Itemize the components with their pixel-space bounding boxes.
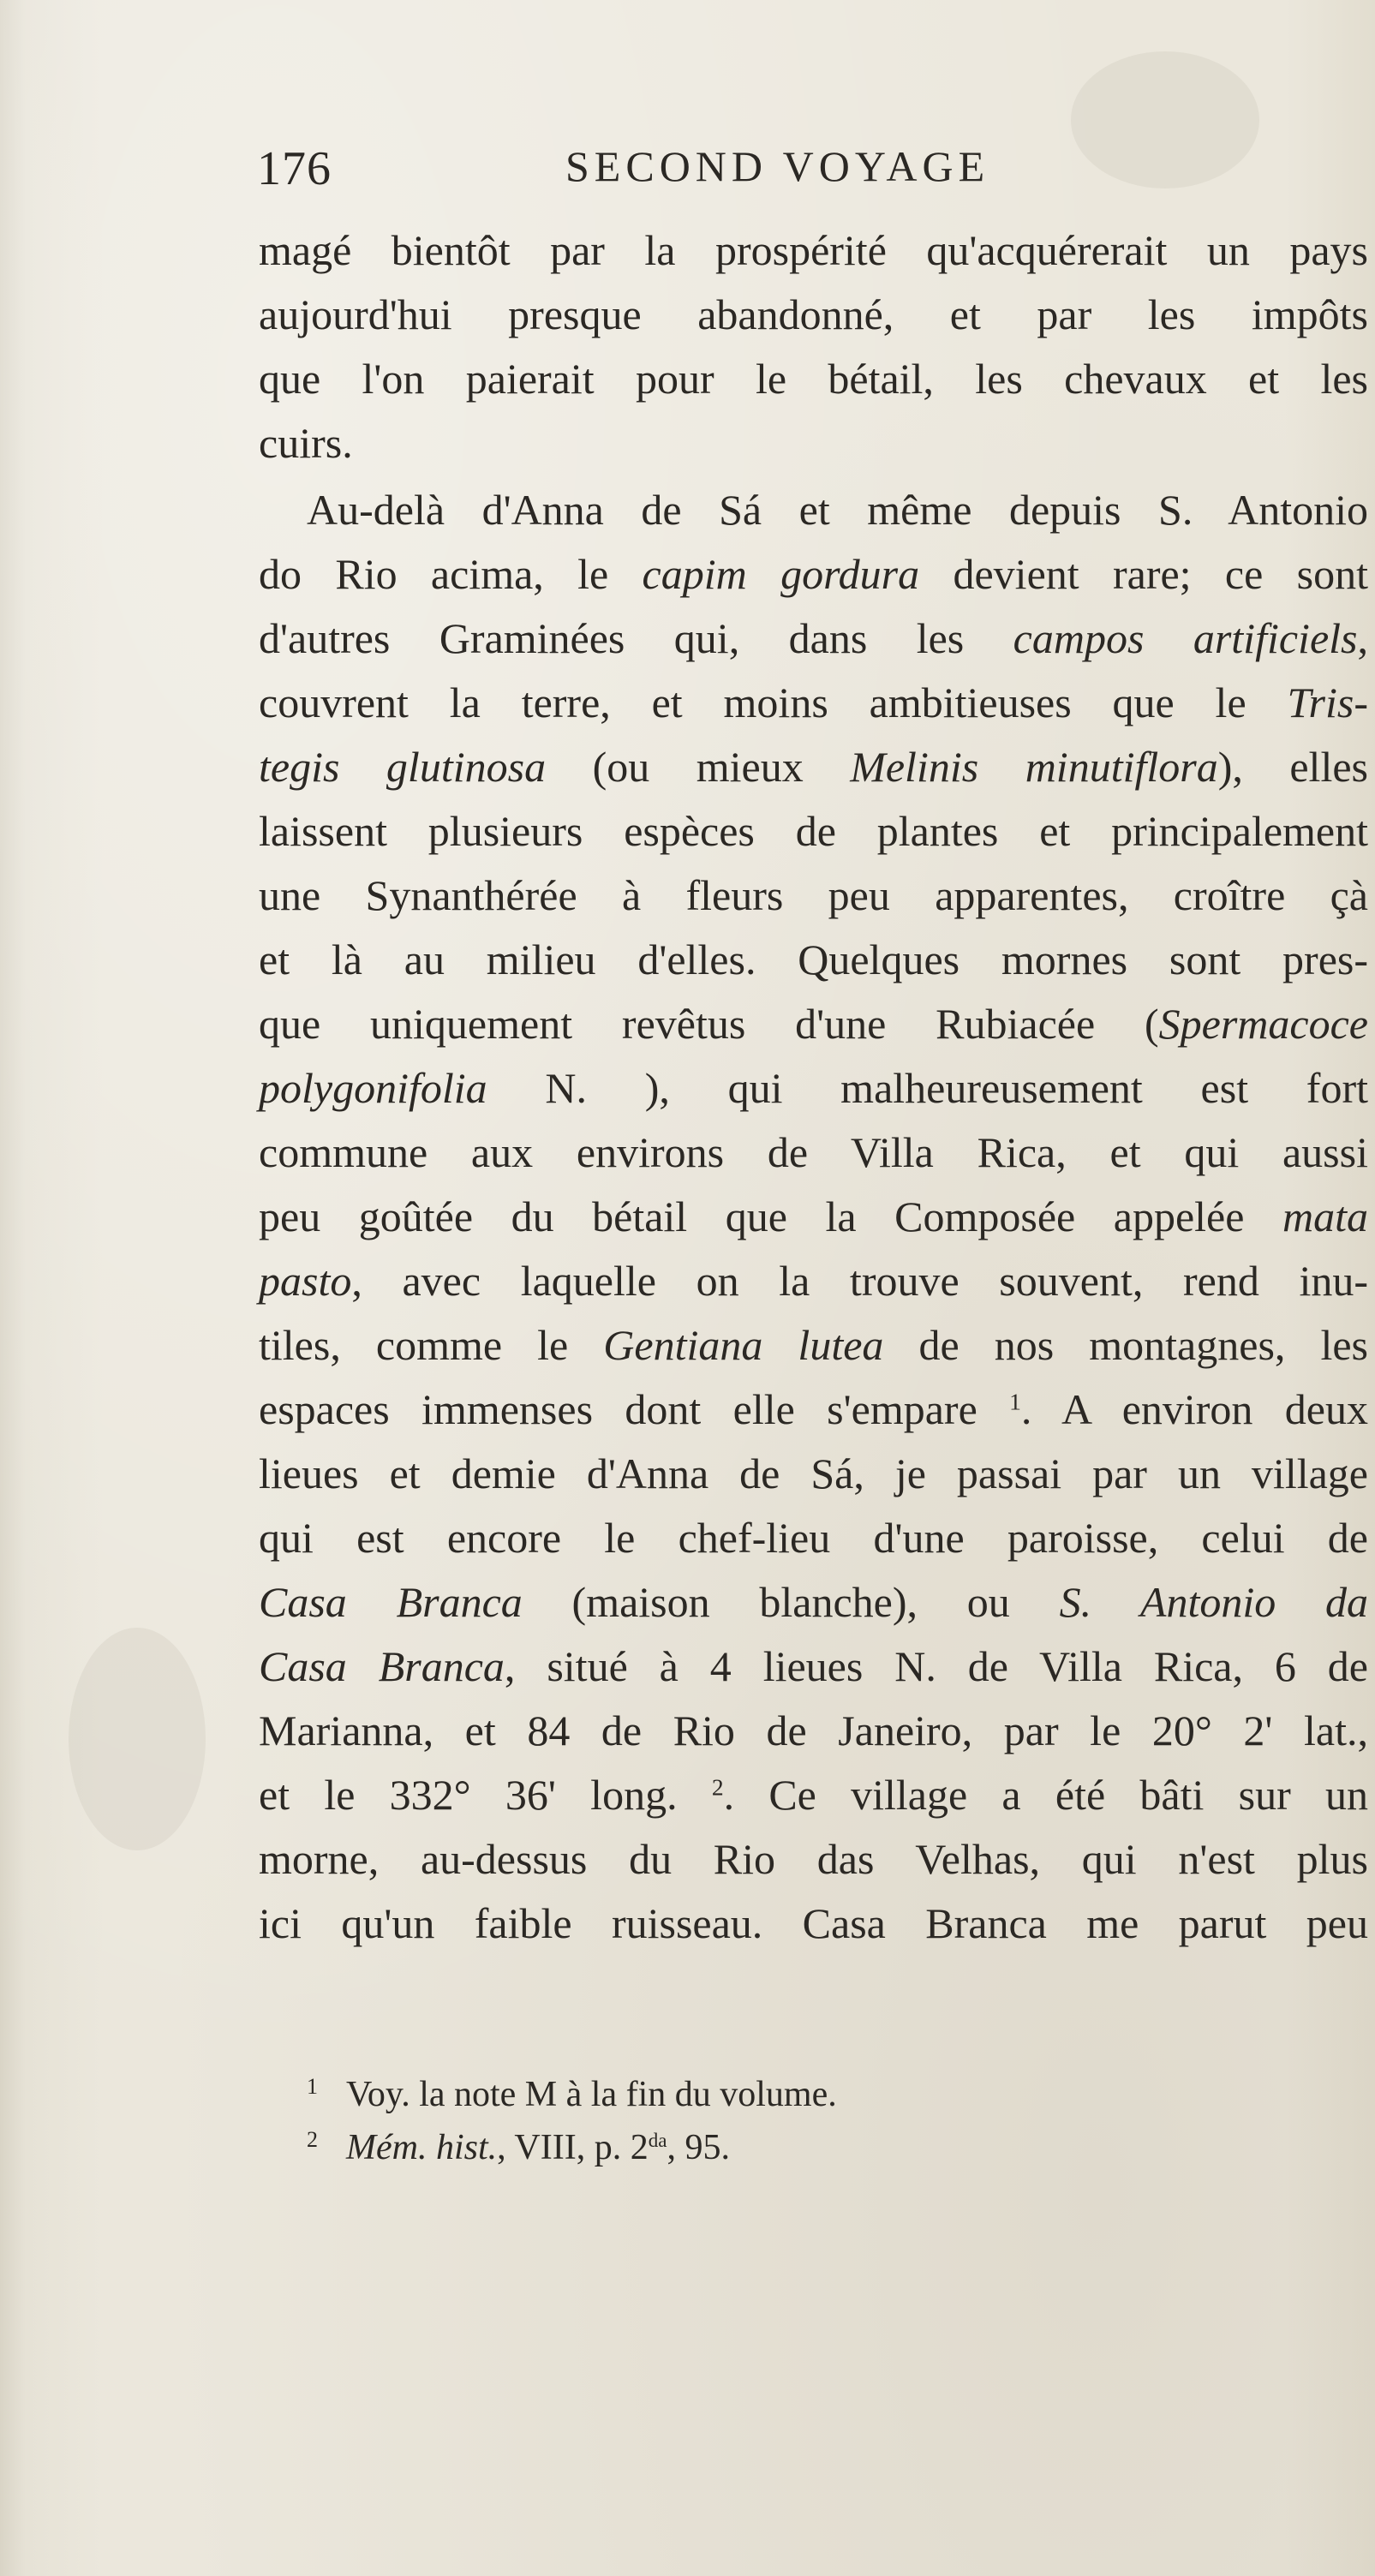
text-line: polygonifolia N. ), qui malheureusement est fort	[259, 1064, 1368, 1112]
text-line: couvrent la terre, et moins ambitieuses que le Tris-	[259, 678, 1368, 726]
text-line: magé bientôt par la prospérité qu'acquérerait un pays	[259, 226, 1368, 274]
text-line: Casa Branca, situé à 4 lieues N. de Villa Rica, 6 de	[259, 1642, 1368, 1690]
text-line: et là au milieu d'elles. Quelques mornes sont pres-	[259, 935, 1368, 983]
text-line: do Rio acima, le capim gordura devient rare; ce sont	[259, 550, 1368, 598]
text-line: pasto, avec laquelle on la trouve souvent, rend inu-	[259, 1257, 1368, 1305]
text-line: tegis glutinosa (ou mieux Melinis minutiflora), elles	[259, 743, 1368, 791]
footnotes	[307, 2060, 1249, 2167]
footnote-2: 2 Mém. hist., VIII, p. $2^{da}$, 95.	[307, 2113, 1249, 2167]
page-number: 176	[257, 142, 332, 195]
text-line: une Synanthérée à fleurs peu apparentes, croître çà	[259, 871, 1368, 919]
text-line: ici qu'un faible ruisseau. Casa Branca me parut peu	[259, 1899, 1368, 1947]
text-line: peu goûtée du bétail que la Composée appelée mata	[259, 1192, 1368, 1240]
text-line: que l'on paierait pour le bétail, les chevaux et les	[259, 355, 1368, 403]
running-title: SECOND VOYAGE	[565, 142, 990, 190]
text-line: laissent plusieurs espèces de plantes et principalement	[259, 807, 1368, 855]
footnote-1: 1 Voy. la note M à la fin du volume.	[307, 2060, 1249, 2113]
footnote-ref: 1	[1009, 1388, 1021, 1415]
paragraph-first-line: Au-delà d'Anna de Sá et même depuis S. Antonio	[307, 486, 1368, 534]
text-line: d'autres Graminées qui, dans les campos artificiels,	[259, 614, 1368, 662]
page-header	[257, 141, 1114, 210]
text-line: et le 332° 36' long. $^2$. Ce village a été bâti sur un	[259, 1771, 1368, 1819]
text-line: espaces immenses dont elle s'empare $^1$. A environ deux	[259, 1385, 1368, 1433]
text-line: Casa Branca (maison blanche), ou S. Antonio da	[259, 1578, 1369, 1626]
paper-stain	[69, 1628, 206, 1850]
text-line: lieues et demie d'Anna de Sá, je passai par un village	[259, 1449, 1368, 1497]
text-line: commune aux environs de Villa Rica, et qui aussi	[259, 1128, 1368, 1176]
body-text	[259, 218, 1372, 1956]
text-line: qui est encore le chef-lieu d'une paroisse, celui de	[259, 1514, 1368, 1562]
text-line: que uniquement revêtus d'une Rubiacée (Spermacoce	[259, 1000, 1368, 1048]
text-line: Marianna, et 84 de Rio de Janeiro, par le 20° 2' lat.,	[259, 1706, 1368, 1754]
text-line: morne, au-dessus du Rio das Velhas, qui n'est plus	[259, 1835, 1368, 1883]
footnote-marker: 2	[307, 2127, 318, 2152]
text-line: aujourd'hui presque abandonné, et par les impôts	[259, 290, 1368, 338]
footnote-marker: 1	[307, 2074, 318, 2099]
text-line: cuirs.	[259, 419, 353, 467]
footnote-ref: 2	[711, 1773, 724, 1801]
text-line: tiles, comme le Gentiana lutea de nos montagnes, les	[259, 1321, 1369, 1369]
